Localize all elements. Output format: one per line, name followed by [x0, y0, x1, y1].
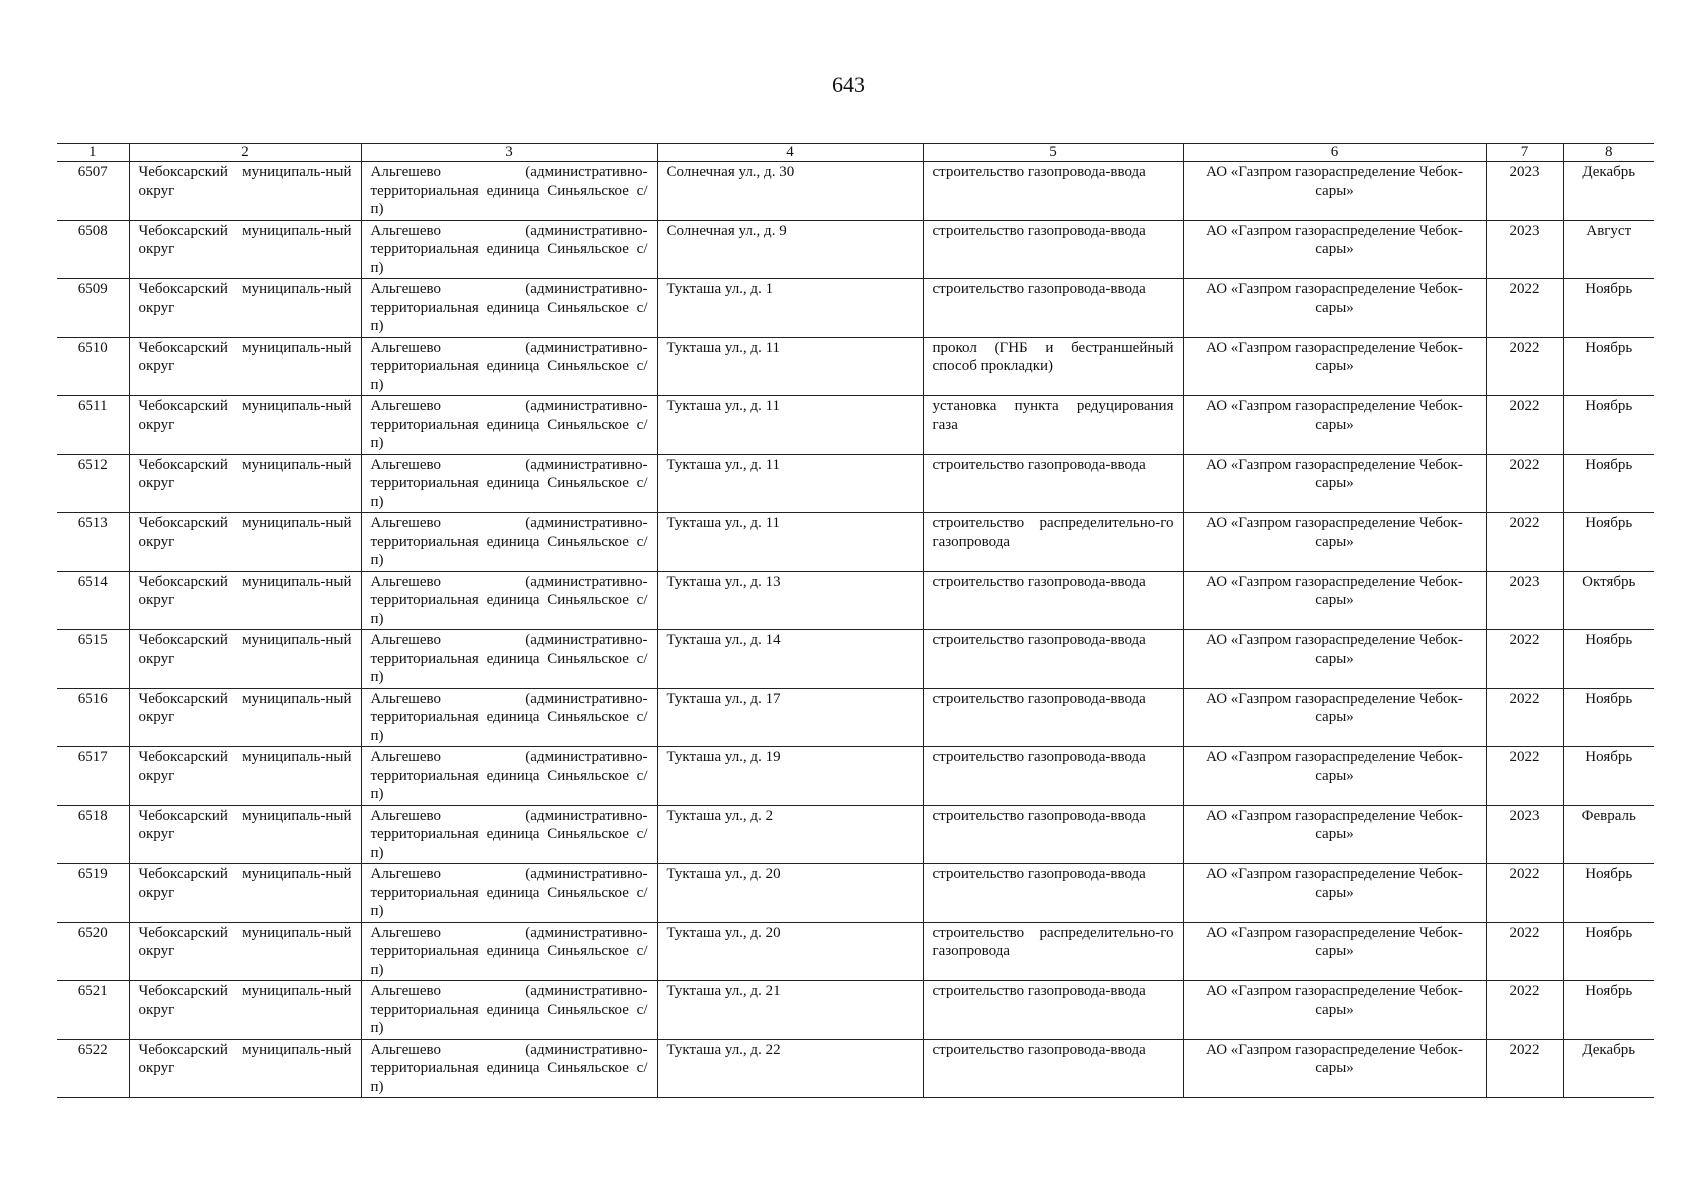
work-type-cell: строительство распределительно-го газопровода: [923, 513, 1183, 572]
work-type-cell: строительство газопровода-ввода: [923, 864, 1183, 923]
row-number-cell: 6519: [57, 864, 129, 923]
month-cell: Ноябрь: [1563, 747, 1654, 806]
work-type-cell: строительство газопровода-ввода: [923, 279, 1183, 338]
register-table: [57, 143, 1654, 1098]
month-cell: Ноябрь: [1563, 864, 1654, 923]
work-type-cell: строительство распределительно-го газопровода: [923, 922, 1183, 981]
column-number-row: [57, 144, 1654, 162]
table-row: [57, 747, 1654, 806]
month-cell: Ноябрь: [1563, 688, 1654, 747]
settlement-cell: Альгешево (административно-территориальная единица Синьяльское с/п): [361, 864, 657, 923]
column-header: 3: [361, 144, 657, 162]
column-header: 4: [657, 144, 923, 162]
district-cell: Чебоксарский муниципаль-ный округ: [129, 571, 361, 630]
table-row: [57, 513, 1654, 572]
address-cell: Тукташа ул., д. 13: [657, 571, 923, 630]
month-cell: Ноябрь: [1563, 279, 1654, 338]
address-cell: Тукташа ул., д. 11: [657, 337, 923, 396]
organization-cell: АО «Газпром газораспределение Чебок-сары»: [1183, 630, 1486, 689]
table-row: [57, 805, 1654, 864]
work-type-cell: строительство газопровода-ввода: [923, 220, 1183, 279]
district-cell: Чебоксарский муниципаль-ный округ: [129, 220, 361, 279]
row-number-cell: 6520: [57, 922, 129, 981]
settlement-cell: Альгешево (административно-территориальная единица Синьяльское с/п): [361, 922, 657, 981]
year-cell: 2022: [1486, 688, 1563, 747]
organization-cell: АО «Газпром газораспределение Чебок-сары»: [1183, 279, 1486, 338]
address-cell: Тукташа ул., д. 19: [657, 747, 923, 806]
work-type-cell: строительство газопровода-ввода: [923, 1039, 1183, 1098]
district-cell: Чебоксарский муниципаль-ный округ: [129, 688, 361, 747]
organization-cell: АО «Газпром газораспределение Чебок-сары»: [1183, 688, 1486, 747]
row-number-cell: 6515: [57, 630, 129, 689]
month-cell: Ноябрь: [1563, 513, 1654, 572]
month-cell: Февраль: [1563, 805, 1654, 864]
settlement-cell: Альгешево (административно-территориальная единица Синьяльское с/п): [361, 337, 657, 396]
address-cell: Тукташа ул., д. 1: [657, 279, 923, 338]
month-cell: Ноябрь: [1563, 981, 1654, 1040]
table-row: [57, 454, 1654, 513]
year-cell: 2022: [1486, 630, 1563, 689]
work-type-cell: строительство газопровода-ввода: [923, 162, 1183, 221]
row-number-cell: 6508: [57, 220, 129, 279]
work-type-cell: строительство газопровода-ввода: [923, 981, 1183, 1040]
column-header: 7: [1486, 144, 1563, 162]
work-type-cell: установка пункта редуцирования газа: [923, 396, 1183, 455]
address-cell: Тукташа ул., д. 17: [657, 688, 923, 747]
column-header: 8: [1563, 144, 1654, 162]
table-row: [57, 571, 1654, 630]
work-type-cell: строительство газопровода-ввода: [923, 805, 1183, 864]
settlement-cell: Альгешево (административно-территориальная единица Синьяльское с/п): [361, 805, 657, 864]
year-cell: 2023: [1486, 220, 1563, 279]
row-number-cell: 6511: [57, 396, 129, 455]
organization-cell: АО «Газпром газораспределение Чебок-сары»: [1183, 454, 1486, 513]
district-cell: Чебоксарский муниципаль-ный округ: [129, 1039, 361, 1098]
work-type-cell: строительство газопровода-ввода: [923, 747, 1183, 806]
district-cell: Чебоксарский муниципаль-ный округ: [129, 864, 361, 923]
address-cell: Тукташа ул., д. 22: [657, 1039, 923, 1098]
table-row: [57, 922, 1654, 981]
settlement-cell: Альгешево (административно-территориальная единица Синьяльское с/п): [361, 513, 657, 572]
settlement-cell: Альгешево (административно-территориальная единица Синьяльское с/п): [361, 396, 657, 455]
district-cell: Чебоксарский муниципаль-ный округ: [129, 747, 361, 806]
year-cell: 2022: [1486, 1039, 1563, 1098]
table-row: [57, 396, 1654, 455]
settlement-cell: Альгешево (административно-территориальная единица Синьяльское с/п): [361, 162, 657, 221]
row-number-cell: 6517: [57, 747, 129, 806]
address-cell: Солнечная ул., д. 9: [657, 220, 923, 279]
row-number-cell: 6521: [57, 981, 129, 1040]
month-cell: Ноябрь: [1563, 396, 1654, 455]
work-type-cell: строительство газопровода-ввода: [923, 571, 1183, 630]
table-row: [57, 981, 1654, 1040]
organization-cell: АО «Газпром газораспределение Чебок-сары»: [1183, 747, 1486, 806]
year-cell: 2022: [1486, 454, 1563, 513]
table-row: [57, 220, 1654, 279]
address-cell: Тукташа ул., д. 20: [657, 864, 923, 923]
column-header: 6: [1183, 144, 1486, 162]
organization-cell: АО «Газпром газораспределение Чебок-сары»: [1183, 864, 1486, 923]
settlement-cell: Альгешево (административно-территориальная единица Синьяльское с/п): [361, 630, 657, 689]
organization-cell: АО «Газпром газораспределение Чебок-сары»: [1183, 337, 1486, 396]
register-body: [57, 162, 1654, 1098]
district-cell: Чебоксарский муниципаль-ный округ: [129, 279, 361, 338]
district-cell: Чебоксарский муниципаль-ный округ: [129, 922, 361, 981]
district-cell: Чебоксарский муниципаль-ный округ: [129, 805, 361, 864]
year-cell: 2022: [1486, 337, 1563, 396]
table-row: [57, 864, 1654, 923]
month-cell: Декабрь: [1563, 1039, 1654, 1098]
table-row: [57, 1039, 1654, 1098]
year-cell: 2023: [1486, 805, 1563, 864]
organization-cell: АО «Газпром газораспределение Чебок-сары»: [1183, 220, 1486, 279]
table-row: [57, 630, 1654, 689]
address-cell: Солнечная ул., д. 30: [657, 162, 923, 221]
page-number: 643: [832, 72, 865, 97]
organization-cell: АО «Газпром газораспределение Чебок-сары»: [1183, 396, 1486, 455]
row-number-cell: 6510: [57, 337, 129, 396]
organization-cell: АО «Газпром газораспределение Чебок-сары»: [1183, 162, 1486, 221]
settlement-cell: Альгешево (административно-территориальная единица Синьяльское с/п): [361, 279, 657, 338]
column-header: 2: [129, 144, 361, 162]
month-cell: Ноябрь: [1563, 630, 1654, 689]
table-row: [57, 688, 1654, 747]
row-number-cell: 6512: [57, 454, 129, 513]
address-cell: Тукташа ул., д. 14: [657, 630, 923, 689]
year-cell: 2022: [1486, 981, 1563, 1040]
address-cell: Тукташа ул., д. 11: [657, 396, 923, 455]
year-cell: 2022: [1486, 513, 1563, 572]
address-cell: Тукташа ул., д. 11: [657, 513, 923, 572]
year-cell: 2022: [1486, 747, 1563, 806]
month-cell: Декабрь: [1563, 162, 1654, 221]
district-cell: Чебоксарский муниципаль-ный округ: [129, 337, 361, 396]
organization-cell: АО «Газпром газораспределение Чебок-сары»: [1183, 805, 1486, 864]
address-cell: Тукташа ул., д. 20: [657, 922, 923, 981]
address-cell: Тукташа ул., д. 2: [657, 805, 923, 864]
year-cell: 2022: [1486, 396, 1563, 455]
row-number-cell: 6522: [57, 1039, 129, 1098]
year-cell: 2023: [1486, 571, 1563, 630]
organization-cell: АО «Газпром газораспределение Чебок-сары»: [1183, 513, 1486, 572]
district-cell: Чебоксарский муниципаль-ный округ: [129, 513, 361, 572]
month-cell: Ноябрь: [1563, 922, 1654, 981]
year-cell: 2023: [1486, 162, 1563, 221]
district-cell: Чебоксарский муниципаль-ный округ: [129, 396, 361, 455]
organization-cell: АО «Газпром газораспределение Чебок-сары»: [1183, 571, 1486, 630]
organization-cell: АО «Газпром газораспределение Чебок-сары»: [1183, 922, 1486, 981]
year-cell: 2022: [1486, 279, 1563, 338]
year-cell: 2022: [1486, 922, 1563, 981]
work-type-cell: строительство газопровода-ввода: [923, 688, 1183, 747]
settlement-cell: Альгешево (административно-территориальная единица Синьяльское с/п): [361, 981, 657, 1040]
month-cell: Октябрь: [1563, 571, 1654, 630]
organization-cell: АО «Газпром газораспределение Чебок-сары»: [1183, 1039, 1486, 1098]
month-cell: Ноябрь: [1563, 454, 1654, 513]
year-cell: 2022: [1486, 864, 1563, 923]
column-header: 5: [923, 144, 1183, 162]
district-cell: Чебоксарский муниципаль-ный округ: [129, 630, 361, 689]
column-header: 1: [57, 144, 129, 162]
settlement-cell: Альгешево (административно-территориальная единица Синьяльское с/п): [361, 571, 657, 630]
table-row: [57, 279, 1654, 338]
district-cell: Чебоксарский муниципаль-ный округ: [129, 454, 361, 513]
settlement-cell: Альгешево (административно-территориальная единица Синьяльское с/п): [361, 747, 657, 806]
settlement-cell: Альгешево (административно-территориальная единица Синьяльское с/п): [361, 1039, 657, 1098]
row-number-cell: 6514: [57, 571, 129, 630]
row-number-cell: 6513: [57, 513, 129, 572]
settlement-cell: Альгешево (административно-территориальная единица Синьяльское с/п): [361, 454, 657, 513]
work-type-cell: строительство газопровода-ввода: [923, 454, 1183, 513]
address-cell: Тукташа ул., д. 11: [657, 454, 923, 513]
table-row: [57, 162, 1654, 221]
district-cell: Чебоксарский муниципаль-ный округ: [129, 162, 361, 221]
organization-cell: АО «Газпром газораспределение Чебок-сары»: [1183, 981, 1486, 1040]
settlement-cell: Альгешево (административно-территориальная единица Синьяльское с/п): [361, 220, 657, 279]
settlement-cell: Альгешево (административно-территориальная единица Синьяльское с/п): [361, 688, 657, 747]
row-number-cell: 6518: [57, 805, 129, 864]
row-number-cell: 6509: [57, 279, 129, 338]
work-type-cell: строительство газопровода-ввода: [923, 630, 1183, 689]
address-cell: Тукташа ул., д. 21: [657, 981, 923, 1040]
row-number-cell: 6516: [57, 688, 129, 747]
month-cell: Ноябрь: [1563, 337, 1654, 396]
row-number-cell: 6507: [57, 162, 129, 221]
district-cell: Чебоксарский муниципаль-ный округ: [129, 981, 361, 1040]
table-row: [57, 337, 1654, 396]
work-type-cell: прокол (ГНБ и бестраншейный способ прокладки): [923, 337, 1183, 396]
month-cell: Август: [1563, 220, 1654, 279]
